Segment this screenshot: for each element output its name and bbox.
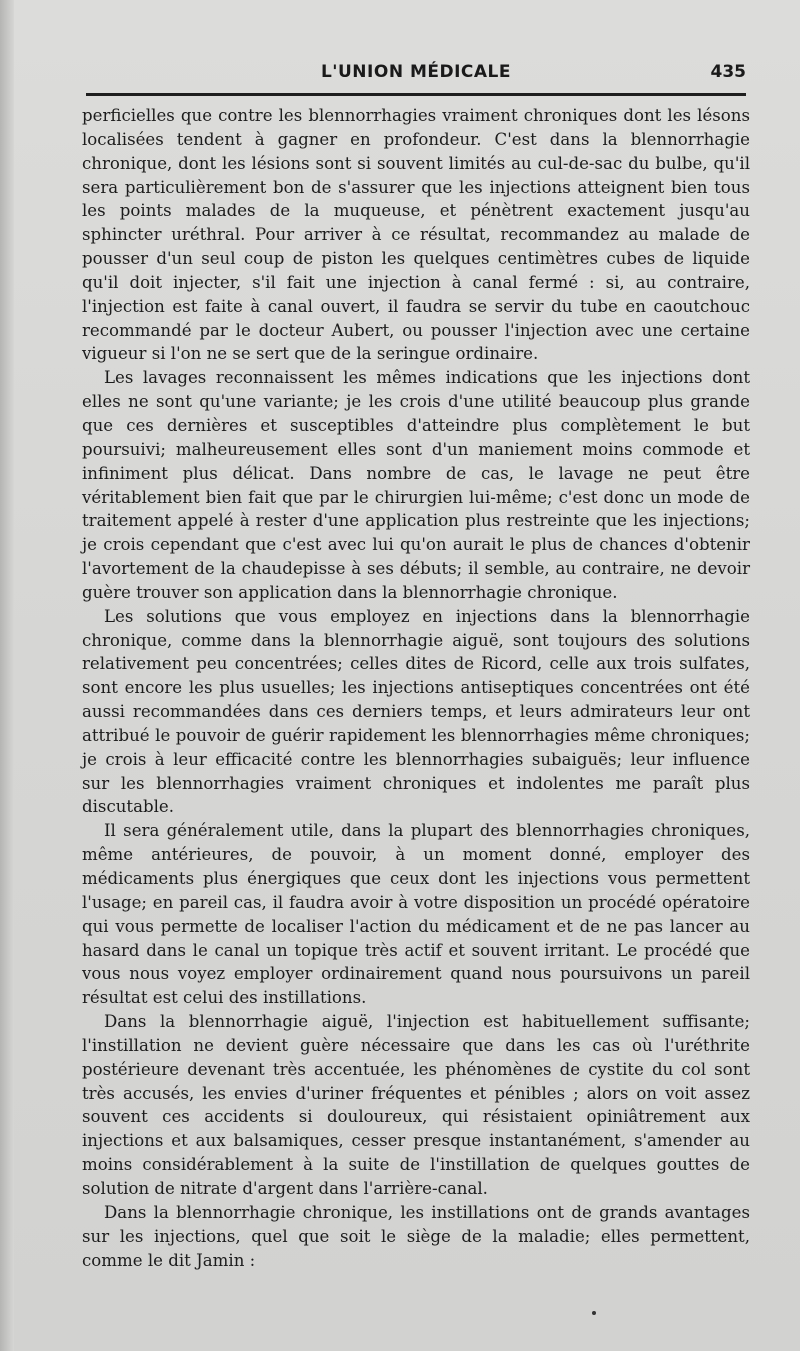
paragraph: Il sera généralement utile, dans la plupart des blennorrhagies chroniques, même antérieures, de pouvoir, à un moment donné, employer des médicaments plus énergiques que ceux dont les injections vous permettent l'usage; en pareil cas, il faudra avoir à votre disposition un procédé opératoire qui vous permette de localiser l'action du médicament et de ne pas lancer au hasard dans le canal un topique très actif et souvent irritant. Le procédé que vous nous voyez employer ordinairement quand nous poursuivons un pareil résultat est celui des instillations. (82, 821, 750, 1008)
page-edge-shadow (0, 0, 14, 1351)
paragraph: Les solutions que vous employez en injections dans la blennorrhagie chronique, comme dans la blennorrhagie aiguë, sont toujours des solutions relativement peu concentrées; celles dites de Ricord, celle aux trois sulfates, sont encore les plus usuelles; les injections antiseptiques concentrées ont été aussi recommandées dans ces derniers temps, et leurs admirateurs leur ont attribué le pouvoir de guérir rapidement les blennorrhagies même chroniques; je crois à leur efficacité contre les blennorrhagies subaiguës; leur influence sur les blennorrhagies vraiment chroniques et indolentes me paraît plus discutable. (82, 606, 750, 817)
paragraph: Les lavages reconnaissent les mêmes indications que les injections dont elles ne sont qu'une variante; je les crois d'une utilité beaucoup plus grande que ces dernières et susceptibles d'atteindre plus complètement le but poursuivi; malheureusement elles sont d'un maniement moins commode et infiniment plus délicat. Dans nombre de cas, le lavage ne peut être véritablement bien fait que par le chirurgien lui-même; c'est donc un mode de traitement appelé à rester d'une application plus restreinte que les injections; je crois cependant que c'est avec lui qu'on aurait le plus de chances d'obtenir l'avortement de la chaudepisse à ses débuts; il semble, au contraire, ne devoir guère trouver son application dans la blennorrhagie chronique. (82, 368, 750, 602)
page-number: 435 (710, 62, 746, 82)
running-title: L'UNION MÉDICALE (320, 62, 512, 82)
paragraph: Dans la blennorrhagie chronique, les instillations ont de grands avantages sur les injections, quel que soit le siège de la maladie; elles permettent, comme le dit Jamin : (82, 1202, 750, 1270)
paragraph: perficielles que contre les blennorrhagies vraiment chroniques dont les lésons localisées tendent à gagner en profondeur. C'est dans la blennorrhagie chronique, dont les lésions sont si souvent limités au cul-de-sac du bulbe, qu'il sera particulièrement bon de s'assurer que les injections atteignent bien tous les points malades de la muqueuse, et pénètrent exactement jusqu'au sphincter uréthral. Pour arriver à ce résultat, recommandez au malade de pousser d'un seul coup de piston les quelques centimètres cubes de liquide qu'il doit injecter, s'il fait une injection à canal fermé : si, au contraire, l'injection est faite à canal ouvert, il faudra se servir du tube en caoutchouc recommandé par le docteur Aubert, ou pousser l'injection avec une certaine vigueur si l'on ne se sert que de la seringue ordinaire. (82, 106, 750, 364)
ink-speck (592, 1311, 596, 1315)
body-text (82, 104, 750, 1272)
header-rule (86, 93, 746, 96)
paragraph: Dans la blennorrhagie aiguë, l'injection est habituellement suffisante; l'instillation ne devient guère nécessaire que dans les cas où l'uréthrite postérieure devenant très accentuée, les phénomènes de cystite du col sont très accusés, les envies d'uriner fréquentes et pénibles ; alors on voit assez souvent ces accidents si douloureux, qui résistaient opiniâtrement aux injections et aux balsamiques, cesser presque instantanément, s'amender au moins considérablement à la suite de l'instillation de quelques gouttes de solution de nitrate d'argent dans l'arrière-canal. (82, 1012, 750, 1198)
page-header (86, 56, 746, 90)
